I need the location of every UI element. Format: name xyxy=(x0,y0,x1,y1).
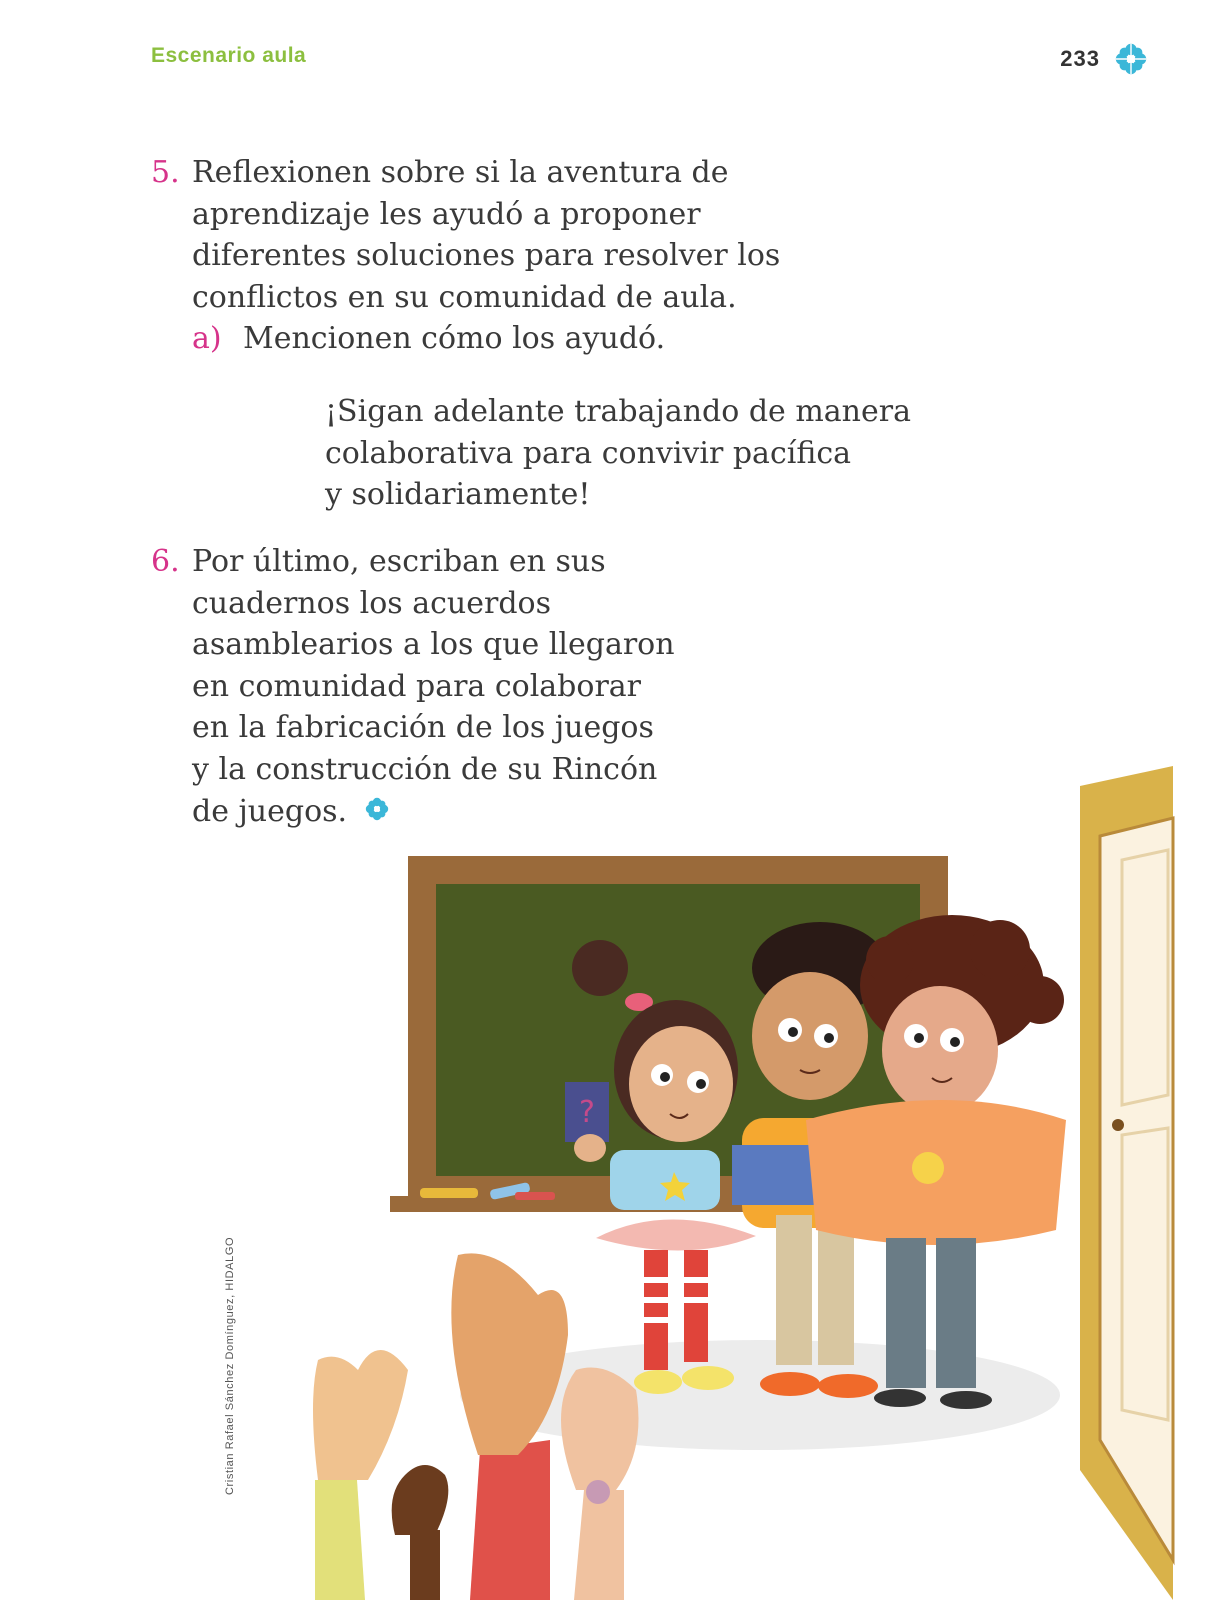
text-line: aprendizaje les ayudó a proponer xyxy=(192,196,701,232)
activity-number: 6. xyxy=(151,544,180,579)
yellow-sleeve xyxy=(315,1480,365,1600)
door xyxy=(1080,766,1173,1600)
text-line: conflictos en su comunidad de aula. xyxy=(192,279,737,315)
hair-bun xyxy=(572,940,628,996)
text-line: Por último, escriban en sus xyxy=(192,544,606,579)
skirt xyxy=(596,1219,756,1250)
text-line: y la construcción de su Rincón xyxy=(192,751,658,787)
text-line: Reflexionen sobre si la aventura de xyxy=(192,155,729,190)
raised-hands xyxy=(313,1253,639,1600)
activity-number: 5. xyxy=(151,155,180,190)
sub-item-letter: a) xyxy=(192,321,222,357)
sub-item-text: Mencionen cómo los ayudó. xyxy=(243,321,666,357)
hand xyxy=(392,1465,449,1535)
face xyxy=(882,986,998,1114)
text-line: diferentes soluciones para resolver los xyxy=(192,238,781,274)
illustrator-credit: Cristian Rafael Sánchez Domínguez, HIDALGO xyxy=(224,1236,236,1495)
smiley-icon xyxy=(912,1152,944,1184)
text-line: colaborativa para convivir pacífica xyxy=(325,435,852,471)
chalk-red xyxy=(515,1192,555,1200)
hair-tie xyxy=(586,1480,610,1504)
card-symbol: ? xyxy=(579,1095,595,1130)
chalk-yellow xyxy=(420,1188,478,1198)
text-line: en la fabricación de los juegos xyxy=(192,710,654,746)
section-title: Escenario aula xyxy=(151,44,307,67)
page-number: 233 xyxy=(1060,46,1100,71)
hand xyxy=(561,1368,639,1491)
text-line: cuadernos los acuerdos xyxy=(192,585,551,621)
text-line: y solidariamente! xyxy=(325,477,591,513)
text-line: en comunidad para colaborar xyxy=(192,668,642,704)
book xyxy=(732,1145,814,1205)
text-line: ¡Sigan adelante trabajando de manera xyxy=(325,394,911,429)
face xyxy=(629,1026,733,1142)
hand xyxy=(313,1350,408,1480)
text-line: asamblearios a los que llegaron xyxy=(192,627,675,663)
text-line: de juegos. xyxy=(192,793,348,829)
red-sleeve xyxy=(470,1440,550,1600)
door-knob xyxy=(1112,1119,1124,1131)
face xyxy=(752,972,868,1100)
